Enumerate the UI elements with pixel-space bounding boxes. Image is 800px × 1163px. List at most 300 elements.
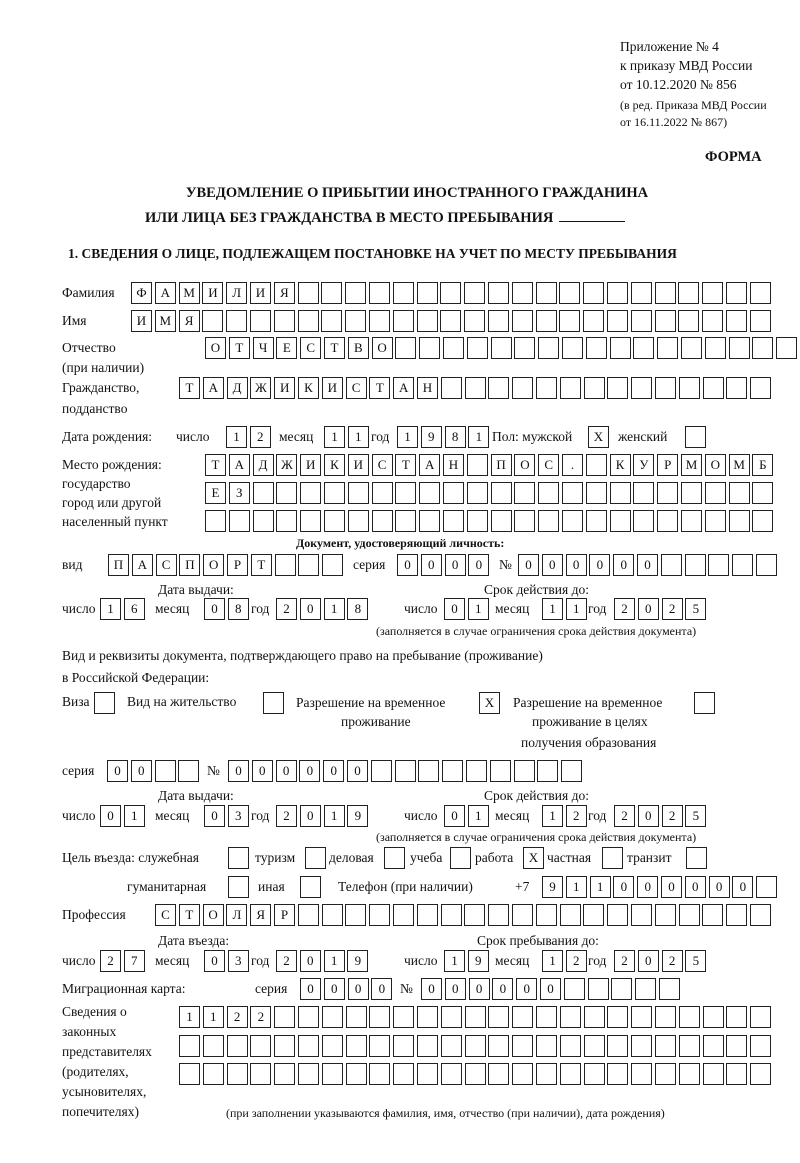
char-cell[interactable]: [345, 310, 366, 332]
char-cell[interactable]: 0: [131, 760, 152, 782]
char-cell[interactable]: 3: [228, 805, 249, 827]
char-cell[interactable]: П: [491, 454, 512, 476]
char-cell[interactable]: [300, 510, 321, 532]
char-cell[interactable]: [708, 554, 729, 576]
char-cell[interactable]: [655, 1035, 676, 1057]
char-cell[interactable]: З: [229, 482, 250, 504]
char-cell[interactable]: [298, 1063, 319, 1085]
char-cell[interactable]: [371, 760, 392, 782]
char-cell[interactable]: 3: [228, 950, 249, 972]
char-cell[interactable]: С: [155, 904, 176, 926]
char-cell[interactable]: 1: [590, 876, 611, 898]
char-cell[interactable]: [633, 482, 654, 504]
char-cell[interactable]: 2: [662, 950, 683, 972]
char-cell[interactable]: 1: [542, 805, 563, 827]
char-cell[interactable]: [227, 1035, 248, 1057]
char-cell[interactable]: [250, 1035, 271, 1057]
char-cell[interactable]: [659, 978, 680, 1000]
char-cell[interactable]: [679, 1063, 700, 1085]
char-cell[interactable]: [443, 510, 464, 532]
char-cell[interactable]: 5: [685, 805, 706, 827]
char-cell[interactable]: 0: [397, 554, 418, 576]
char-cell[interactable]: Ж: [276, 454, 297, 476]
char-cell[interactable]: [681, 482, 702, 504]
char-cell[interactable]: [685, 554, 706, 576]
char-cell[interactable]: 1: [324, 805, 345, 827]
char-cell[interactable]: [417, 1063, 438, 1085]
char-cell[interactable]: [417, 1035, 438, 1057]
char-cell[interactable]: 0: [204, 950, 225, 972]
char-cell[interactable]: 0: [685, 876, 706, 898]
char-cell[interactable]: [298, 310, 319, 332]
char-cell[interactable]: [369, 1006, 390, 1028]
char-cell[interactable]: [488, 377, 509, 399]
char-cell[interactable]: К: [324, 454, 345, 476]
char-cell[interactable]: [732, 554, 753, 576]
char-cell[interactable]: 1: [124, 805, 145, 827]
char-cell[interactable]: 6: [124, 598, 145, 620]
char-cell[interactable]: 0: [637, 876, 658, 898]
char-cell[interactable]: Т: [179, 904, 200, 926]
char-cell[interactable]: [536, 282, 557, 304]
char-cell[interactable]: [703, 1006, 724, 1028]
char-cell[interactable]: [752, 482, 773, 504]
char-cell[interactable]: [372, 482, 393, 504]
char-cell[interactable]: [395, 760, 416, 782]
char-cell[interactable]: 0: [324, 978, 345, 1000]
char-cell[interactable]: [298, 904, 319, 926]
char-cell[interactable]: [726, 1006, 747, 1028]
char-cell[interactable]: [488, 310, 509, 332]
char-cell[interactable]: 8: [228, 598, 249, 620]
char-cell[interactable]: .: [562, 454, 583, 476]
char-cell[interactable]: [300, 482, 321, 504]
char-cell[interactable]: [583, 310, 604, 332]
char-cell[interactable]: А: [229, 454, 250, 476]
char-cell[interactable]: [584, 377, 605, 399]
char-cell[interactable]: Т: [179, 377, 200, 399]
char-cell[interactable]: [253, 482, 274, 504]
char-cell[interactable]: М: [179, 282, 200, 304]
char-cell[interactable]: [588, 978, 609, 1000]
char-cell[interactable]: [466, 760, 487, 782]
char-cell[interactable]: [179, 1035, 200, 1057]
char-cell[interactable]: 2: [614, 598, 635, 620]
char-cell[interactable]: [631, 1006, 652, 1028]
char-cell[interactable]: О: [203, 554, 224, 576]
char-cell[interactable]: [514, 337, 535, 359]
char-cell[interactable]: [324, 510, 345, 532]
char-cell[interactable]: [586, 337, 607, 359]
char-cell[interactable]: 1: [203, 1006, 224, 1028]
char-cell[interactable]: X: [523, 847, 544, 869]
char-cell[interactable]: И: [202, 282, 223, 304]
char-cell[interactable]: 0: [300, 805, 321, 827]
char-cell[interactable]: [512, 282, 533, 304]
char-cell[interactable]: [441, 1006, 462, 1028]
char-cell[interactable]: 2: [614, 805, 635, 827]
char-cell[interactable]: [756, 876, 777, 898]
char-cell[interactable]: [655, 1063, 676, 1085]
char-cell[interactable]: [465, 1006, 486, 1028]
char-cell[interactable]: 0: [638, 598, 659, 620]
char-cell[interactable]: 1: [100, 598, 121, 620]
char-cell[interactable]: X: [479, 692, 500, 714]
char-cell[interactable]: [226, 310, 247, 332]
char-cell[interactable]: [702, 282, 723, 304]
char-cell[interactable]: [726, 1035, 747, 1057]
char-cell[interactable]: [514, 760, 535, 782]
char-cell[interactable]: [512, 377, 533, 399]
char-cell[interactable]: 0: [204, 805, 225, 827]
char-cell[interactable]: [276, 482, 297, 504]
char-cell[interactable]: [276, 510, 297, 532]
char-cell[interactable]: [298, 554, 319, 576]
char-cell[interactable]: Н: [443, 454, 464, 476]
char-cell[interactable]: [250, 1063, 271, 1085]
char-cell[interactable]: [756, 554, 777, 576]
char-cell[interactable]: [322, 904, 343, 926]
char-cell[interactable]: Р: [274, 904, 295, 926]
char-cell[interactable]: [263, 692, 284, 714]
char-cell[interactable]: [702, 904, 723, 926]
char-cell[interactable]: X: [588, 426, 609, 448]
char-cell[interactable]: [611, 978, 632, 1000]
char-cell[interactable]: 0: [347, 760, 368, 782]
char-cell[interactable]: [750, 1063, 771, 1085]
char-cell[interactable]: [178, 760, 199, 782]
char-cell[interactable]: [729, 482, 750, 504]
char-cell[interactable]: [253, 510, 274, 532]
char-cell[interactable]: [750, 1006, 771, 1028]
char-cell[interactable]: 2: [276, 950, 297, 972]
char-cell[interactable]: А: [393, 377, 414, 399]
char-cell[interactable]: [655, 377, 676, 399]
char-cell[interactable]: [602, 847, 623, 869]
char-cell[interactable]: [583, 904, 604, 926]
char-cell[interactable]: [726, 310, 747, 332]
char-cell[interactable]: [298, 1035, 319, 1057]
char-cell[interactable]: 0: [637, 554, 658, 576]
char-cell[interactable]: [348, 482, 369, 504]
char-cell[interactable]: 0: [348, 978, 369, 1000]
char-cell[interactable]: [631, 1035, 652, 1057]
char-cell[interactable]: И: [348, 454, 369, 476]
char-cell[interactable]: [703, 377, 724, 399]
char-cell[interactable]: [536, 1035, 557, 1057]
char-cell[interactable]: [679, 904, 700, 926]
char-cell[interactable]: К: [298, 377, 319, 399]
char-cell[interactable]: [488, 904, 509, 926]
char-cell[interactable]: 0: [732, 876, 753, 898]
char-cell[interactable]: 2: [250, 426, 271, 448]
char-cell[interactable]: [607, 1006, 628, 1028]
char-cell[interactable]: [488, 1063, 509, 1085]
char-cell[interactable]: [441, 904, 462, 926]
char-cell[interactable]: [726, 282, 747, 304]
char-cell[interactable]: И: [322, 377, 343, 399]
char-cell[interactable]: А: [132, 554, 153, 576]
char-cell[interactable]: 0: [421, 978, 442, 1000]
char-cell[interactable]: [345, 282, 366, 304]
char-cell[interactable]: 1: [468, 598, 489, 620]
char-cell[interactable]: 8: [347, 598, 368, 620]
char-cell[interactable]: [681, 510, 702, 532]
char-cell[interactable]: [679, 377, 700, 399]
char-cell[interactable]: [560, 1006, 581, 1028]
char-cell[interactable]: Т: [395, 454, 416, 476]
char-cell[interactable]: Т: [229, 337, 250, 359]
char-cell[interactable]: [750, 310, 771, 332]
char-cell[interactable]: 0: [613, 554, 634, 576]
char-cell[interactable]: [681, 337, 702, 359]
char-cell[interactable]: М: [681, 454, 702, 476]
char-cell[interactable]: 0: [638, 950, 659, 972]
char-cell[interactable]: Я: [250, 904, 271, 926]
char-cell[interactable]: [419, 482, 440, 504]
char-cell[interactable]: Т: [205, 454, 226, 476]
char-cell[interactable]: Т: [369, 377, 390, 399]
char-cell[interactable]: [345, 904, 366, 926]
char-cell[interactable]: Л: [226, 904, 247, 926]
char-cell[interactable]: [514, 510, 535, 532]
char-cell[interactable]: [229, 510, 250, 532]
char-cell[interactable]: 2: [276, 805, 297, 827]
char-cell[interactable]: 0: [445, 554, 466, 576]
char-cell[interactable]: [729, 510, 750, 532]
char-cell[interactable]: [467, 454, 488, 476]
char-cell[interactable]: Ч: [253, 337, 274, 359]
char-cell[interactable]: 0: [589, 554, 610, 576]
char-cell[interactable]: [631, 1063, 652, 1085]
char-cell[interactable]: [369, 904, 390, 926]
char-cell[interactable]: 1: [397, 426, 418, 448]
char-cell[interactable]: [631, 904, 652, 926]
char-cell[interactable]: [417, 904, 438, 926]
char-cell[interactable]: [419, 510, 440, 532]
char-cell[interactable]: 0: [300, 598, 321, 620]
char-cell[interactable]: 1: [348, 426, 369, 448]
char-cell[interactable]: [586, 482, 607, 504]
char-cell[interactable]: [369, 1035, 390, 1057]
char-cell[interactable]: 0: [444, 598, 465, 620]
char-cell[interactable]: [346, 1006, 367, 1028]
char-cell[interactable]: 0: [469, 978, 490, 1000]
char-cell[interactable]: [488, 282, 509, 304]
char-cell[interactable]: [536, 1063, 557, 1085]
char-cell[interactable]: [179, 1063, 200, 1085]
char-cell[interactable]: [702, 310, 723, 332]
char-cell[interactable]: 0: [276, 760, 297, 782]
char-cell[interactable]: [776, 337, 797, 359]
char-cell[interactable]: [729, 337, 750, 359]
char-cell[interactable]: 9: [468, 950, 489, 972]
char-cell[interactable]: И: [300, 454, 321, 476]
char-cell[interactable]: 0: [638, 805, 659, 827]
char-cell[interactable]: 7: [124, 950, 145, 972]
char-cell[interactable]: Ж: [250, 377, 271, 399]
char-cell[interactable]: Я: [274, 282, 295, 304]
char-cell[interactable]: [631, 310, 652, 332]
char-cell[interactable]: [752, 510, 773, 532]
char-cell[interactable]: 9: [421, 426, 442, 448]
char-cell[interactable]: [321, 282, 342, 304]
char-cell[interactable]: [655, 904, 676, 926]
char-cell[interactable]: 0: [323, 760, 344, 782]
char-cell[interactable]: [348, 510, 369, 532]
char-cell[interactable]: [607, 310, 628, 332]
char-cell[interactable]: [538, 337, 559, 359]
char-cell[interactable]: [440, 282, 461, 304]
char-cell[interactable]: И: [131, 310, 152, 332]
char-cell[interactable]: 0: [540, 978, 561, 1000]
char-cell[interactable]: Л: [226, 282, 247, 304]
char-cell[interactable]: 0: [300, 950, 321, 972]
char-cell[interactable]: Т: [324, 337, 345, 359]
char-cell[interactable]: [298, 1006, 319, 1028]
char-cell[interactable]: [610, 482, 631, 504]
char-cell[interactable]: [655, 282, 676, 304]
char-cell[interactable]: [464, 310, 485, 332]
char-cell[interactable]: 1: [324, 426, 345, 448]
char-cell[interactable]: [607, 1035, 628, 1057]
char-cell[interactable]: О: [372, 337, 393, 359]
char-cell[interactable]: [607, 904, 628, 926]
char-cell[interactable]: [657, 510, 678, 532]
char-cell[interactable]: [686, 847, 707, 869]
char-cell[interactable]: [607, 282, 628, 304]
char-cell[interactable]: [679, 1006, 700, 1028]
char-cell[interactable]: [703, 1035, 724, 1057]
char-cell[interactable]: С: [300, 337, 321, 359]
char-cell[interactable]: Р: [657, 454, 678, 476]
char-cell[interactable]: [346, 1035, 367, 1057]
char-cell[interactable]: 0: [468, 554, 489, 576]
char-cell[interactable]: Д: [227, 377, 248, 399]
char-cell[interactable]: [560, 377, 581, 399]
char-cell[interactable]: [441, 377, 462, 399]
char-cell[interactable]: [322, 1006, 343, 1028]
char-cell[interactable]: [450, 847, 471, 869]
char-cell[interactable]: 0: [100, 805, 121, 827]
char-cell[interactable]: 8: [445, 426, 466, 448]
char-cell[interactable]: [464, 282, 485, 304]
char-cell[interactable]: [564, 978, 585, 1000]
char-cell[interactable]: П: [179, 554, 200, 576]
char-cell[interactable]: [298, 282, 319, 304]
char-cell[interactable]: [465, 1063, 486, 1085]
char-cell[interactable]: 1: [179, 1006, 200, 1028]
char-cell[interactable]: 5: [685, 950, 706, 972]
char-cell[interactable]: [635, 978, 656, 1000]
char-cell[interactable]: 0: [252, 760, 273, 782]
char-cell[interactable]: [441, 1035, 462, 1057]
char-cell[interactable]: [465, 377, 486, 399]
char-cell[interactable]: У: [633, 454, 654, 476]
char-cell[interactable]: 0: [661, 876, 682, 898]
char-cell[interactable]: [491, 482, 512, 504]
char-cell[interactable]: С: [156, 554, 177, 576]
char-cell[interactable]: [395, 337, 416, 359]
char-cell[interactable]: М: [729, 454, 750, 476]
char-cell[interactable]: 1: [468, 426, 489, 448]
char-cell[interactable]: О: [205, 337, 226, 359]
char-cell[interactable]: 9: [542, 876, 563, 898]
char-cell[interactable]: [324, 482, 345, 504]
char-cell[interactable]: [467, 510, 488, 532]
char-cell[interactable]: [703, 1063, 724, 1085]
char-cell[interactable]: [321, 310, 342, 332]
char-cell[interactable]: 0: [204, 598, 225, 620]
char-cell[interactable]: [750, 904, 771, 926]
char-cell[interactable]: [661, 554, 682, 576]
char-cell[interactable]: 2: [276, 598, 297, 620]
char-cell[interactable]: 2: [662, 805, 683, 827]
char-cell[interactable]: [750, 1035, 771, 1057]
char-cell[interactable]: [657, 482, 678, 504]
char-cell[interactable]: [369, 282, 390, 304]
char-cell[interactable]: 9: [347, 950, 368, 972]
char-cell[interactable]: [560, 904, 581, 926]
char-cell[interactable]: [512, 310, 533, 332]
char-cell[interactable]: [633, 337, 654, 359]
char-cell[interactable]: [442, 760, 463, 782]
char-cell[interactable]: И: [274, 377, 295, 399]
char-cell[interactable]: 9: [347, 805, 368, 827]
char-cell[interactable]: Е: [276, 337, 297, 359]
char-cell[interactable]: [631, 282, 652, 304]
char-cell[interactable]: 2: [250, 1006, 271, 1028]
char-cell[interactable]: [705, 337, 726, 359]
char-cell[interactable]: [346, 1063, 367, 1085]
char-cell[interactable]: [274, 310, 295, 332]
char-cell[interactable]: [561, 760, 582, 782]
char-cell[interactable]: [322, 1035, 343, 1057]
char-cell[interactable]: С: [372, 454, 393, 476]
char-cell[interactable]: 2: [614, 950, 635, 972]
char-cell[interactable]: [512, 1006, 533, 1028]
char-cell[interactable]: [726, 904, 747, 926]
char-cell[interactable]: [655, 310, 676, 332]
char-cell[interactable]: [393, 310, 414, 332]
char-cell[interactable]: [607, 377, 628, 399]
char-cell[interactable]: [274, 1006, 295, 1028]
char-cell[interactable]: [678, 282, 699, 304]
char-cell[interactable]: [512, 1063, 533, 1085]
char-cell[interactable]: [417, 1006, 438, 1028]
char-cell[interactable]: П: [108, 554, 129, 576]
char-cell[interactable]: [418, 760, 439, 782]
char-cell[interactable]: [491, 510, 512, 532]
char-cell[interactable]: К: [610, 454, 631, 476]
char-cell[interactable]: [584, 1035, 605, 1057]
char-cell[interactable]: С: [346, 377, 367, 399]
char-cell[interactable]: 1: [542, 950, 563, 972]
char-cell[interactable]: 0: [709, 876, 730, 898]
char-cell[interactable]: Е: [205, 482, 226, 504]
char-cell[interactable]: 2: [566, 950, 587, 972]
char-cell[interactable]: 0: [542, 554, 563, 576]
char-cell[interactable]: [419, 337, 440, 359]
char-cell[interactable]: 0: [228, 760, 249, 782]
char-cell[interactable]: [538, 510, 559, 532]
char-cell[interactable]: [752, 337, 773, 359]
char-cell[interactable]: А: [203, 377, 224, 399]
char-cell[interactable]: [250, 310, 271, 332]
char-cell[interactable]: [464, 904, 485, 926]
char-cell[interactable]: [685, 426, 706, 448]
char-cell[interactable]: [633, 510, 654, 532]
